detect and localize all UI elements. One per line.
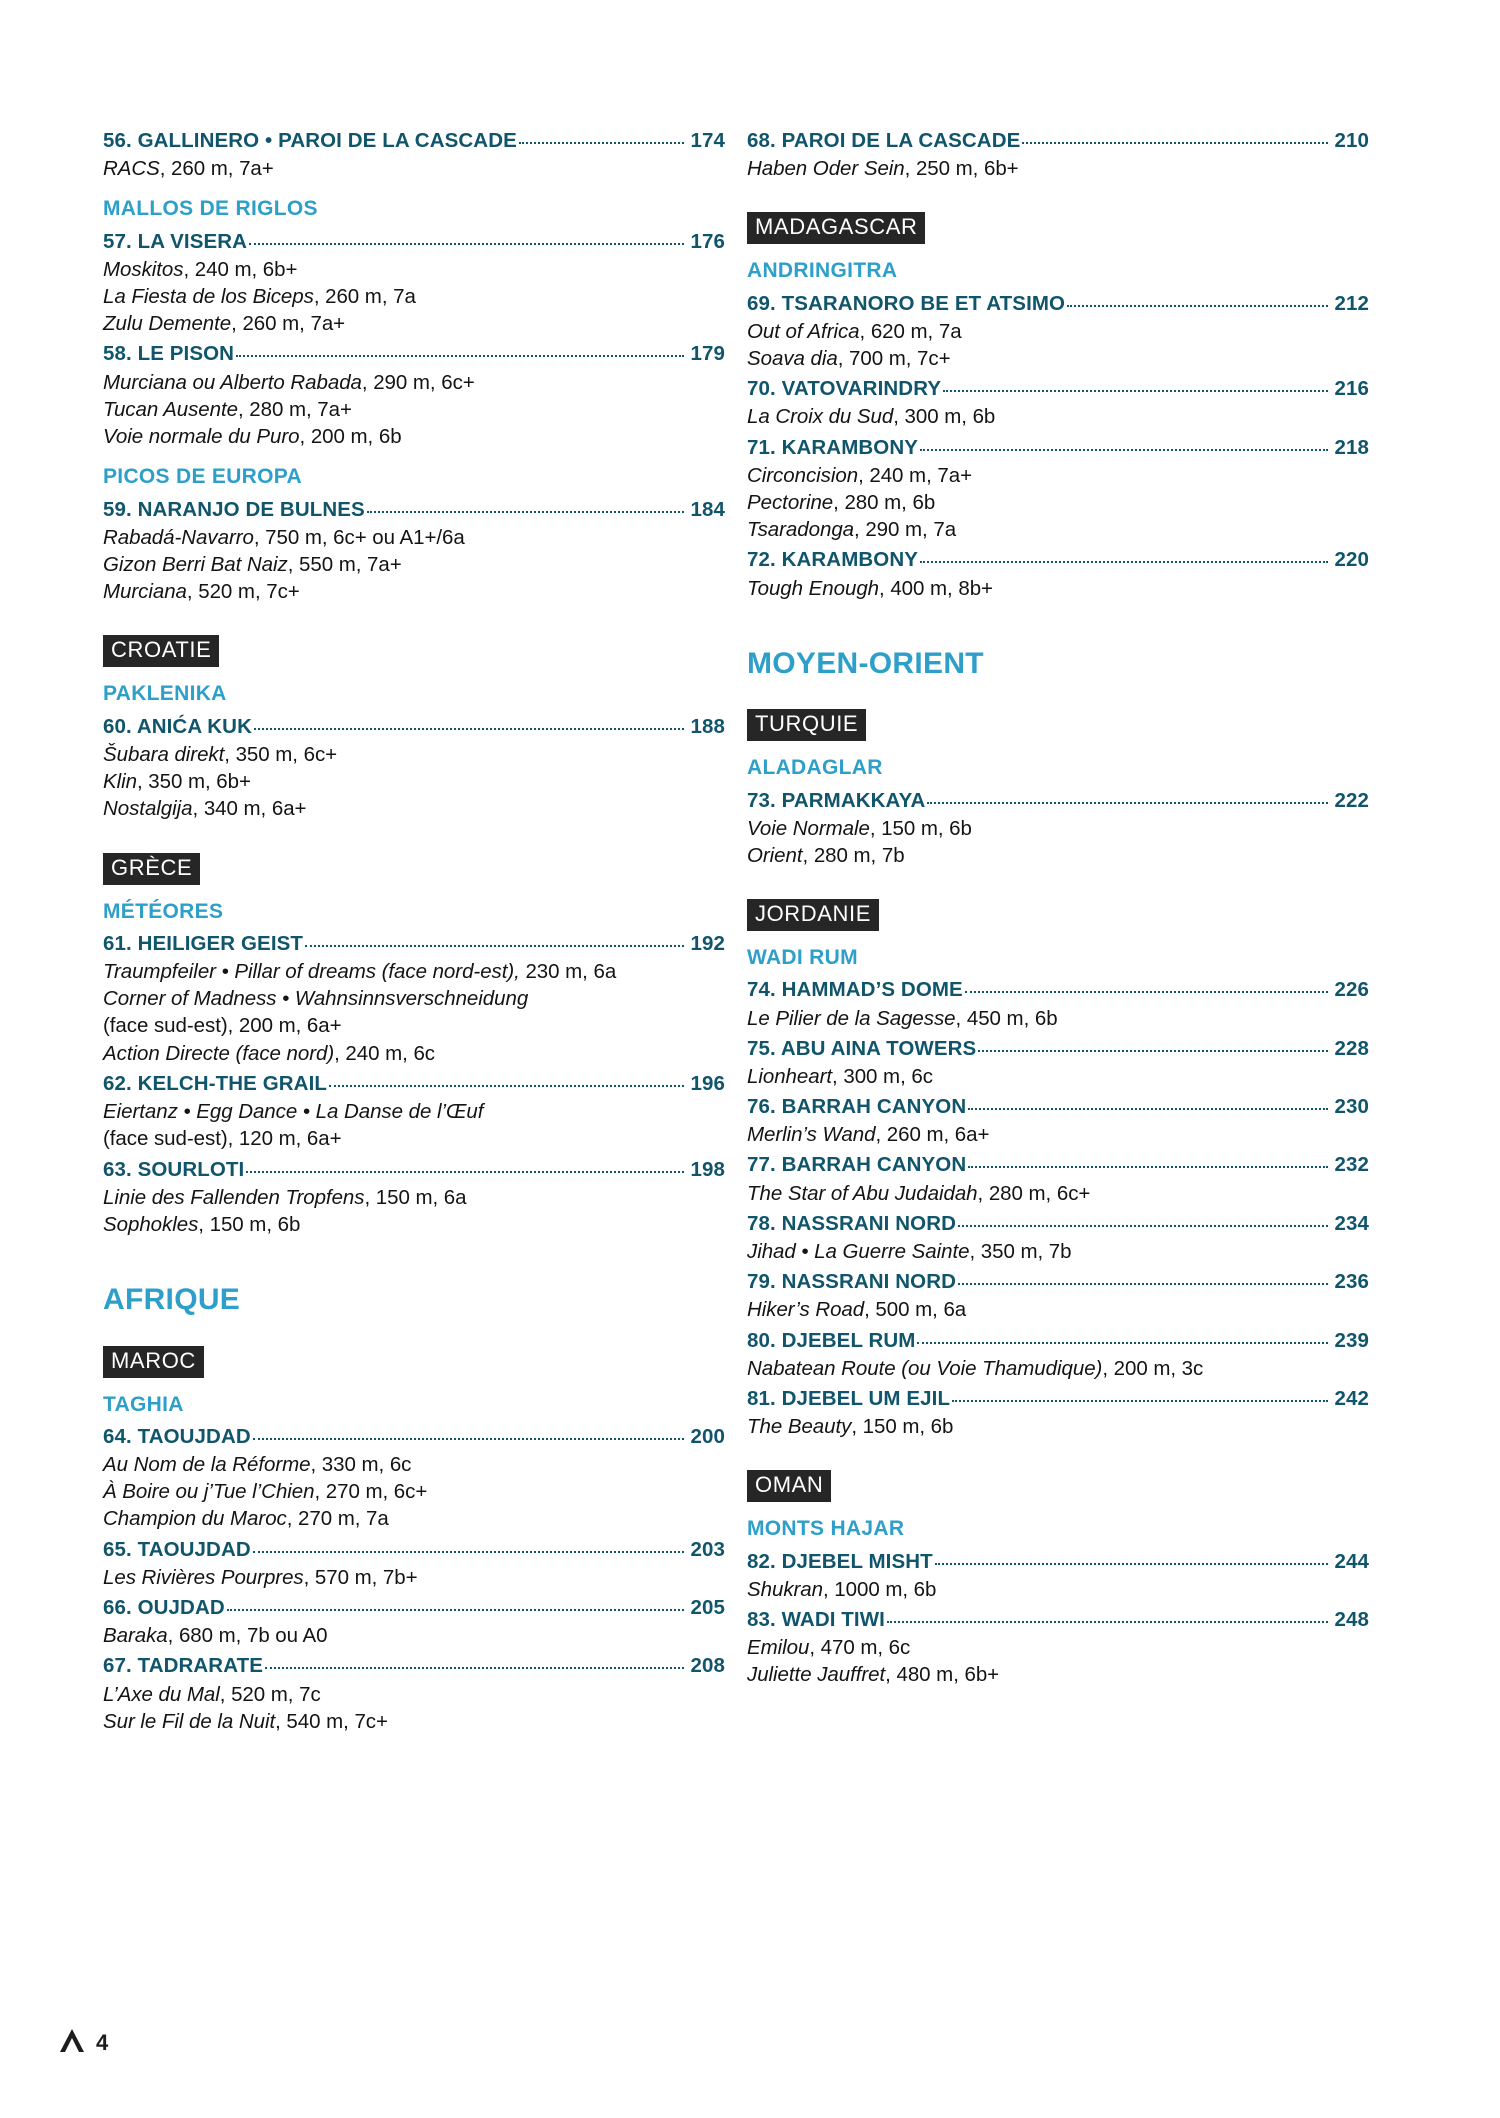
toc-entry-page: 230 xyxy=(1334,1095,1369,1119)
route-name: Sur le Fil de la Nuit xyxy=(103,1709,276,1733)
route-name: Haben Oder Sein xyxy=(747,157,905,181)
route-line xyxy=(103,1708,725,1735)
route-line xyxy=(103,1505,725,1532)
dot-leader xyxy=(917,1342,1328,1344)
area-heading: MALLOS DE RIGLOS xyxy=(103,197,318,221)
toc-entry[interactable] xyxy=(747,126,1369,155)
dot-leader xyxy=(227,1609,685,1611)
toc-entry-title: 57. LA VISERA xyxy=(103,229,248,253)
dot-leader xyxy=(968,1166,1328,1168)
toc-entry-title: 60. ANIĆA KUK xyxy=(103,714,252,738)
route-name: Jihad • La Guerre Sainte xyxy=(747,1239,970,1263)
dot-leader xyxy=(367,511,685,513)
dot-leader xyxy=(968,1108,1328,1110)
country-badge: MADAGASCAR xyxy=(747,212,925,244)
route-line xyxy=(747,1296,1369,1323)
toc-entry[interactable] xyxy=(747,1150,1369,1179)
country-badge: GRÈCE xyxy=(103,853,200,885)
toc-entry-title: 82. DJEBEL MISHT xyxy=(747,1549,933,1573)
toc-entry[interactable] xyxy=(747,374,1369,403)
route-line xyxy=(747,1005,1369,1032)
toc-entry-page: 208 xyxy=(690,1654,725,1678)
page-number: 4 xyxy=(96,2029,109,2055)
country-badge-wrap xyxy=(103,853,725,885)
route-meta: , 400 m, 8b+ xyxy=(879,576,993,600)
route-line xyxy=(103,1478,725,1505)
route-name: Klin xyxy=(103,770,137,794)
route-line xyxy=(103,1451,725,1478)
route-meta: , 240 m, 7a+ xyxy=(858,463,972,487)
continent-heading: MOYEN-ORIENT xyxy=(747,646,984,680)
route-line xyxy=(747,155,1369,182)
country-badge-wrap xyxy=(747,1470,1369,1502)
continent-heading: AFRIQUE xyxy=(103,1283,241,1317)
toc-entry[interactable] xyxy=(747,1605,1369,1634)
route-line xyxy=(747,1238,1369,1265)
toc-entry-page: 176 xyxy=(690,229,725,253)
dot-leader xyxy=(249,243,684,245)
toc-entry[interactable] xyxy=(103,1535,725,1564)
route-meta: , 570 m, 7b+ xyxy=(303,1565,418,1589)
route-line xyxy=(747,1413,1369,1440)
route-meta: , 150 m, 6b xyxy=(869,816,972,840)
route-meta: , 280 m, 7a+ xyxy=(237,397,352,421)
route-line xyxy=(103,1125,725,1152)
route-line xyxy=(103,369,725,396)
toc-entry[interactable] xyxy=(747,433,1369,462)
route-line xyxy=(103,1681,725,1708)
toc-entry-title: 65. TAOUJDAD xyxy=(103,1537,251,1561)
dot-leader xyxy=(1067,305,1328,307)
dot-leader xyxy=(958,1225,1328,1227)
route-line xyxy=(103,768,725,795)
toc-entry-title: 61. HEILIGER GEIST xyxy=(103,931,304,955)
toc-entry-page: 228 xyxy=(1334,1036,1369,1060)
route-name: Nabatean Route (ou Voie Thamudique) xyxy=(747,1356,1103,1380)
route-line xyxy=(103,423,725,450)
toc-entry-title: 70. VATOVARINDRY xyxy=(747,377,942,401)
route-line xyxy=(103,1184,725,1211)
route-meta: , 300 m, 6b xyxy=(893,405,996,429)
toc-entry-page: 192 xyxy=(690,931,725,955)
dot-leader xyxy=(935,1563,1329,1565)
route-meta: , 150 m, 6b xyxy=(198,1212,301,1236)
route-line xyxy=(103,283,725,310)
route-line xyxy=(103,396,725,423)
route-meta: , 290 m, 7a xyxy=(854,518,957,542)
route-meta: , 700 m, 7c+ xyxy=(837,346,951,370)
toc-entry-title: 56. GALLINERO • PAROI DE LA CASCADE xyxy=(103,129,517,152)
route-name: Soava dia xyxy=(747,346,838,370)
route-meta: , 620 m, 7a xyxy=(859,319,962,343)
route-meta: , 280 m, 6c+ xyxy=(977,1181,1091,1205)
route-line xyxy=(103,578,725,605)
toc-entry[interactable] xyxy=(747,1547,1369,1576)
toc-entry[interactable] xyxy=(103,495,725,524)
route-line xyxy=(747,1355,1369,1382)
toc-entry-title: 75. ABU AINA TOWERS xyxy=(747,1036,977,1060)
route-meta: , 350 m, 6b+ xyxy=(136,770,251,794)
route-line xyxy=(103,1211,725,1238)
route-line xyxy=(103,958,725,985)
route-line xyxy=(103,310,725,337)
route-name: Action Directe (face nord) xyxy=(103,1041,335,1065)
toc-entry[interactable] xyxy=(103,126,725,155)
route-meta: , 750 m, 6c+ ou A1+/6a xyxy=(253,525,465,549)
toc-entry-page: 203 xyxy=(690,1537,725,1561)
country-badge: OMAN xyxy=(747,1470,831,1502)
route-meta: , 330 m, 6c xyxy=(310,1452,412,1476)
route-name: Voie Normale xyxy=(747,816,870,840)
toc-entry[interactable] xyxy=(747,545,1369,574)
route-line xyxy=(747,318,1369,345)
toc-entry-page: 239 xyxy=(1334,1328,1369,1352)
toc-entry[interactable] xyxy=(747,1034,1369,1063)
toc-entry[interactable] xyxy=(103,1155,725,1184)
toc-entry-title: 73. PARMAKKAYA xyxy=(747,788,926,812)
route-name: Rabadá-Navarro xyxy=(103,525,254,549)
route-meta: , 260 m, 7a xyxy=(313,284,416,308)
route-name: L’Axe du Mal xyxy=(103,1682,220,1706)
route-line xyxy=(747,815,1369,842)
dot-leader xyxy=(253,1438,685,1440)
toc-entry-page: 226 xyxy=(1334,978,1369,1002)
route-meta: , 470 m, 6c xyxy=(809,1636,911,1659)
chevron-up-icon xyxy=(57,2027,87,2058)
route-meta: , 280 m, 7b xyxy=(802,843,905,867)
toc-entry[interactable] xyxy=(103,712,725,741)
route-meta: , 270 m, 7a xyxy=(286,1507,389,1531)
toc-entry-title: 79. NASSRANI NORD xyxy=(747,1270,957,1294)
toc-entry-page: 184 xyxy=(690,497,725,521)
dot-leader xyxy=(519,142,685,144)
toc-entry-title: 71. KARAMBONY xyxy=(747,435,919,459)
dot-leader xyxy=(236,355,684,357)
route-name: Tough Enough xyxy=(747,576,880,600)
route-name: Merlin’s Wand xyxy=(747,1123,876,1147)
route-name: Šubara direkt xyxy=(103,742,225,766)
country-badge-wrap xyxy=(747,709,1369,741)
dot-leader xyxy=(958,1283,1328,1285)
route-line xyxy=(747,1121,1369,1148)
toc-entry[interactable] xyxy=(103,339,725,368)
dot-leader xyxy=(920,449,1328,451)
route-name: Pectorine xyxy=(747,490,834,514)
route-meta: , 250 m, 6b+ xyxy=(904,157,1019,181)
route-line xyxy=(747,1180,1369,1207)
country-badge-wrap xyxy=(103,1346,725,1378)
dot-leader xyxy=(920,561,1328,563)
route-line xyxy=(103,1012,725,1039)
dot-leader xyxy=(329,1085,684,1087)
route-meta: , 1000 m, 6b xyxy=(823,1577,937,1601)
dot-leader xyxy=(927,802,1328,804)
route-name: Moskitos xyxy=(103,257,184,281)
toc-entry[interactable] xyxy=(103,1593,725,1622)
toc-entry-page: 216 xyxy=(1334,377,1369,401)
route-name: À Boire ou j’Tue l’Chien xyxy=(103,1480,315,1504)
route-name: (face sud-est) xyxy=(103,1127,228,1151)
dot-leader xyxy=(265,1667,684,1669)
route-meta: , 260 m, 7a+ xyxy=(159,157,274,181)
route-meta: , 450 m, 6b xyxy=(955,1006,1058,1030)
right-column xyxy=(747,124,1369,1735)
dot-leader xyxy=(965,991,1329,993)
toc-entry-page: 198 xyxy=(690,1157,725,1181)
country-badge-wrap xyxy=(103,635,725,667)
page-footer xyxy=(57,2027,108,2058)
route-meta: , 260 m, 6a+ xyxy=(875,1123,990,1147)
toc-entry[interactable] xyxy=(747,1384,1369,1413)
route-meta: , 480 m, 6b+ xyxy=(885,1663,1000,1687)
route-line xyxy=(103,155,725,182)
toc-entry-page: 220 xyxy=(1334,548,1369,572)
toc-entry[interactable] xyxy=(747,975,1369,1004)
route-meta: , 350 m, 6c+ xyxy=(224,742,338,766)
route-name: La Croix du Sud xyxy=(747,405,894,429)
two-column-layout xyxy=(103,124,1403,1735)
toc-entry-page: 212 xyxy=(1334,291,1369,315)
toc-entry-title: 78. NASSRANI NORD xyxy=(747,1211,957,1235)
route-meta: , 520 m, 7c xyxy=(219,1682,321,1706)
toc-entry-title: 69. TSARANORO BE ET ATSIMO xyxy=(747,291,1066,315)
toc-entry-page: 232 xyxy=(1334,1153,1369,1177)
route-meta: , 350 m, 7b xyxy=(969,1239,1072,1263)
toc-entry-title: 64. TAOUJDAD xyxy=(103,1424,251,1448)
dot-leader xyxy=(246,1171,684,1173)
route-meta: , 500 m, 6a xyxy=(864,1298,967,1322)
route-meta: , 200 m, 6b xyxy=(299,425,402,449)
toc-entry[interactable] xyxy=(103,227,725,256)
route-meta: , 540 m, 7c+ xyxy=(275,1709,388,1733)
area-heading: TAGHIA xyxy=(103,1392,184,1416)
route-line xyxy=(747,842,1369,869)
area-heading: PAKLENIKA xyxy=(103,682,227,706)
route-meta: , 200 m, 6a+ xyxy=(227,1014,342,1038)
route-name: Juliette Jauffret xyxy=(747,1663,886,1687)
route-meta: , 300 m, 6c xyxy=(832,1064,933,1088)
toc-entry-page: 234 xyxy=(1334,1211,1369,1235)
route-name: Eiertanz • Egg Dance • La Danse de l’Œuf xyxy=(103,1100,484,1124)
toc-entry-title: 77. BARRAH CANYON xyxy=(747,1153,967,1177)
dot-leader xyxy=(952,1400,1328,1402)
route-line xyxy=(747,1576,1369,1603)
route-line xyxy=(103,795,725,822)
route-line xyxy=(103,1098,725,1125)
route-name: Voie normale du Puro xyxy=(103,425,300,449)
route-meta: 230 m, 6a xyxy=(519,959,617,983)
area-heading: MÉTÉORES xyxy=(103,899,224,923)
toc-entry-page: 242 xyxy=(1334,1386,1369,1410)
route-name: Le Pilier de la Sagesse xyxy=(747,1006,956,1030)
route-name: Traumpfeiler • Pillar of dreams (face nord-est), xyxy=(103,959,520,983)
route-line xyxy=(103,741,725,768)
dot-leader xyxy=(1022,142,1328,144)
route-meta: , 240 m, 6c xyxy=(334,1041,435,1065)
route-meta: , 200 m, 3c xyxy=(1102,1356,1204,1380)
route-line xyxy=(747,489,1369,516)
route-line xyxy=(747,1634,1369,1661)
toc-entry-title: 81. DJEBEL UM EJIL xyxy=(747,1386,951,1410)
dot-leader xyxy=(943,390,1328,392)
route-meta: , 520 m, 7c+ xyxy=(186,580,300,604)
route-name: Orient xyxy=(747,843,803,867)
route-line xyxy=(103,1622,725,1649)
route-meta: , 240 m, 6b+ xyxy=(183,257,298,281)
country-badge-wrap xyxy=(747,212,1369,244)
route-line xyxy=(747,345,1369,372)
route-name: Tucan Ausente xyxy=(103,397,238,421)
toc-entry-title: 76. BARRAH CANYON xyxy=(747,1095,967,1119)
area-heading: ANDRINGITRA xyxy=(747,259,898,283)
route-meta: , 270 m, 6c+ xyxy=(314,1480,428,1504)
dot-leader xyxy=(305,945,684,947)
route-name: Shukran xyxy=(747,1577,824,1601)
toc-entry[interactable] xyxy=(103,1422,725,1451)
route-name: Les Rivières Pourpres xyxy=(103,1565,304,1589)
route-line xyxy=(747,1063,1369,1090)
route-name: Murciana ou Alberto Rabada xyxy=(103,370,362,394)
toc-entry-page: 174 xyxy=(690,129,725,152)
toc-entry-title: 80. DJEBEL RUM xyxy=(747,1328,916,1352)
toc-entry-page: 244 xyxy=(1334,1549,1369,1573)
dot-leader xyxy=(978,1050,1328,1052)
route-name: Nostalgija xyxy=(103,797,193,821)
toc-entry-page: 248 xyxy=(1334,1607,1369,1631)
route-name: Circoncision xyxy=(747,463,859,487)
dot-leader xyxy=(887,1621,1329,1623)
area-heading: MONTS HAJAR xyxy=(747,1517,905,1541)
route-meta: , 550 m, 7a+ xyxy=(287,552,402,576)
toc-entry-title: 68. PAROI DE LA CASCADE xyxy=(747,129,1021,152)
route-line xyxy=(103,256,725,283)
toc-entry-page: 205 xyxy=(690,1596,725,1620)
country-badge: TURQUIE xyxy=(747,709,866,741)
route-line xyxy=(103,985,725,1012)
route-name: Sophokles xyxy=(103,1212,199,1236)
route-name: Emilou xyxy=(747,1636,810,1659)
route-name: Hiker’s Road xyxy=(747,1298,865,1322)
area-heading: WADI RUM xyxy=(747,946,858,970)
route-name: Tsaradonga xyxy=(747,518,855,542)
toc-entry[interactable] xyxy=(747,1209,1369,1238)
country-badge: CROATIE xyxy=(103,635,219,667)
country-badge-wrap xyxy=(747,899,1369,931)
toc-entry[interactable] xyxy=(747,1092,1369,1121)
toc-entry-page: 218 xyxy=(1334,435,1369,459)
toc-entry[interactable] xyxy=(747,1326,1369,1355)
route-line xyxy=(747,403,1369,430)
area-heading: PICOS DE EUROPA xyxy=(103,465,302,489)
toc-entry-title: 67. TADRARATE xyxy=(103,1654,263,1678)
route-name: Lionheart xyxy=(747,1064,833,1088)
route-line xyxy=(747,1661,1369,1688)
toc-entry[interactable] xyxy=(103,1069,725,1098)
toc-entry[interactable] xyxy=(747,289,1369,318)
route-meta: , 680 m, 7b ou A0 xyxy=(167,1624,328,1648)
toc-entry-title: 58. LE PISON xyxy=(103,342,235,366)
route-line xyxy=(747,575,1369,602)
route-name: (face sud-est) xyxy=(103,1014,228,1038)
toc-entry-title: 63. SOURLOTI xyxy=(103,1157,245,1181)
toc-entry-page: 236 xyxy=(1334,1270,1369,1294)
route-name: Au Nom de la Réforme xyxy=(103,1452,311,1476)
toc-entry-page: 222 xyxy=(1334,788,1369,812)
dot-leader xyxy=(253,1551,685,1553)
route-line xyxy=(103,524,725,551)
route-name: Baraka xyxy=(103,1624,168,1648)
toc-entry-page: 210 xyxy=(1334,129,1369,152)
route-meta: , 150 m, 6b xyxy=(851,1415,954,1439)
country-badge: MAROC xyxy=(103,1346,204,1378)
toc-entry-title: 66. OUJDAD xyxy=(103,1596,225,1620)
route-name: Out of Africa xyxy=(747,319,860,343)
route-meta: , 340 m, 6a+ xyxy=(192,797,307,821)
toc-entry-title: 59. NARANJO DE BULNES xyxy=(103,497,365,521)
toc-entry[interactable] xyxy=(103,1651,725,1680)
route-name: Linie des Fallenden Tropfens xyxy=(103,1185,365,1209)
route-meta: , 290 m, 6c+ xyxy=(361,370,475,394)
route-line xyxy=(747,516,1369,543)
route-name: Gizon Berri Bat Naiz xyxy=(103,552,288,576)
toc-entry-title: 83. WADI TIWI xyxy=(747,1607,885,1631)
route-meta: , 260 m, 7a+ xyxy=(231,312,346,336)
route-line xyxy=(103,1564,725,1591)
route-line xyxy=(103,551,725,578)
route-line xyxy=(103,1040,725,1067)
route-name: The Star of Abu Judaidah xyxy=(747,1181,978,1205)
route-meta: , 280 m, 6b xyxy=(833,490,936,514)
toc-entry-title: 72. KARAMBONY xyxy=(747,548,919,572)
route-name: Corner of Madness • Wahnsinnsverschneidung xyxy=(103,987,529,1011)
route-name: Champion du Maroc xyxy=(103,1507,287,1531)
route-name: Murciana xyxy=(103,580,187,604)
route-name: Zulu Demente xyxy=(103,312,232,336)
toc-entry-title: 74. HAMMAD’S DOME xyxy=(747,978,963,1002)
route-name: The Beauty xyxy=(747,1415,852,1439)
route-name: La Fiesta de los Biceps xyxy=(103,284,314,308)
route-meta: , 150 m, 6a xyxy=(364,1185,467,1209)
toc-entry-page: 196 xyxy=(690,1071,725,1095)
toc-entry-page: 179 xyxy=(690,342,725,366)
country-badge: JORDANIE xyxy=(747,899,879,931)
route-name: RACS xyxy=(103,157,160,181)
route-meta: , 120 m, 6a+ xyxy=(227,1127,342,1151)
dot-leader xyxy=(254,728,684,730)
toc-entry-title: 62. KELCH-THE GRAIL xyxy=(103,1071,327,1095)
area-heading: ALADAGLAR xyxy=(747,756,883,780)
toc-entry-page: 200 xyxy=(690,1424,725,1448)
toc-entry[interactable] xyxy=(103,929,725,958)
toc-entry-page: 188 xyxy=(690,714,725,738)
left-column xyxy=(103,124,725,1735)
toc-entry[interactable] xyxy=(747,786,1369,815)
route-line xyxy=(747,462,1369,489)
toc-entry[interactable] xyxy=(747,1267,1369,1296)
